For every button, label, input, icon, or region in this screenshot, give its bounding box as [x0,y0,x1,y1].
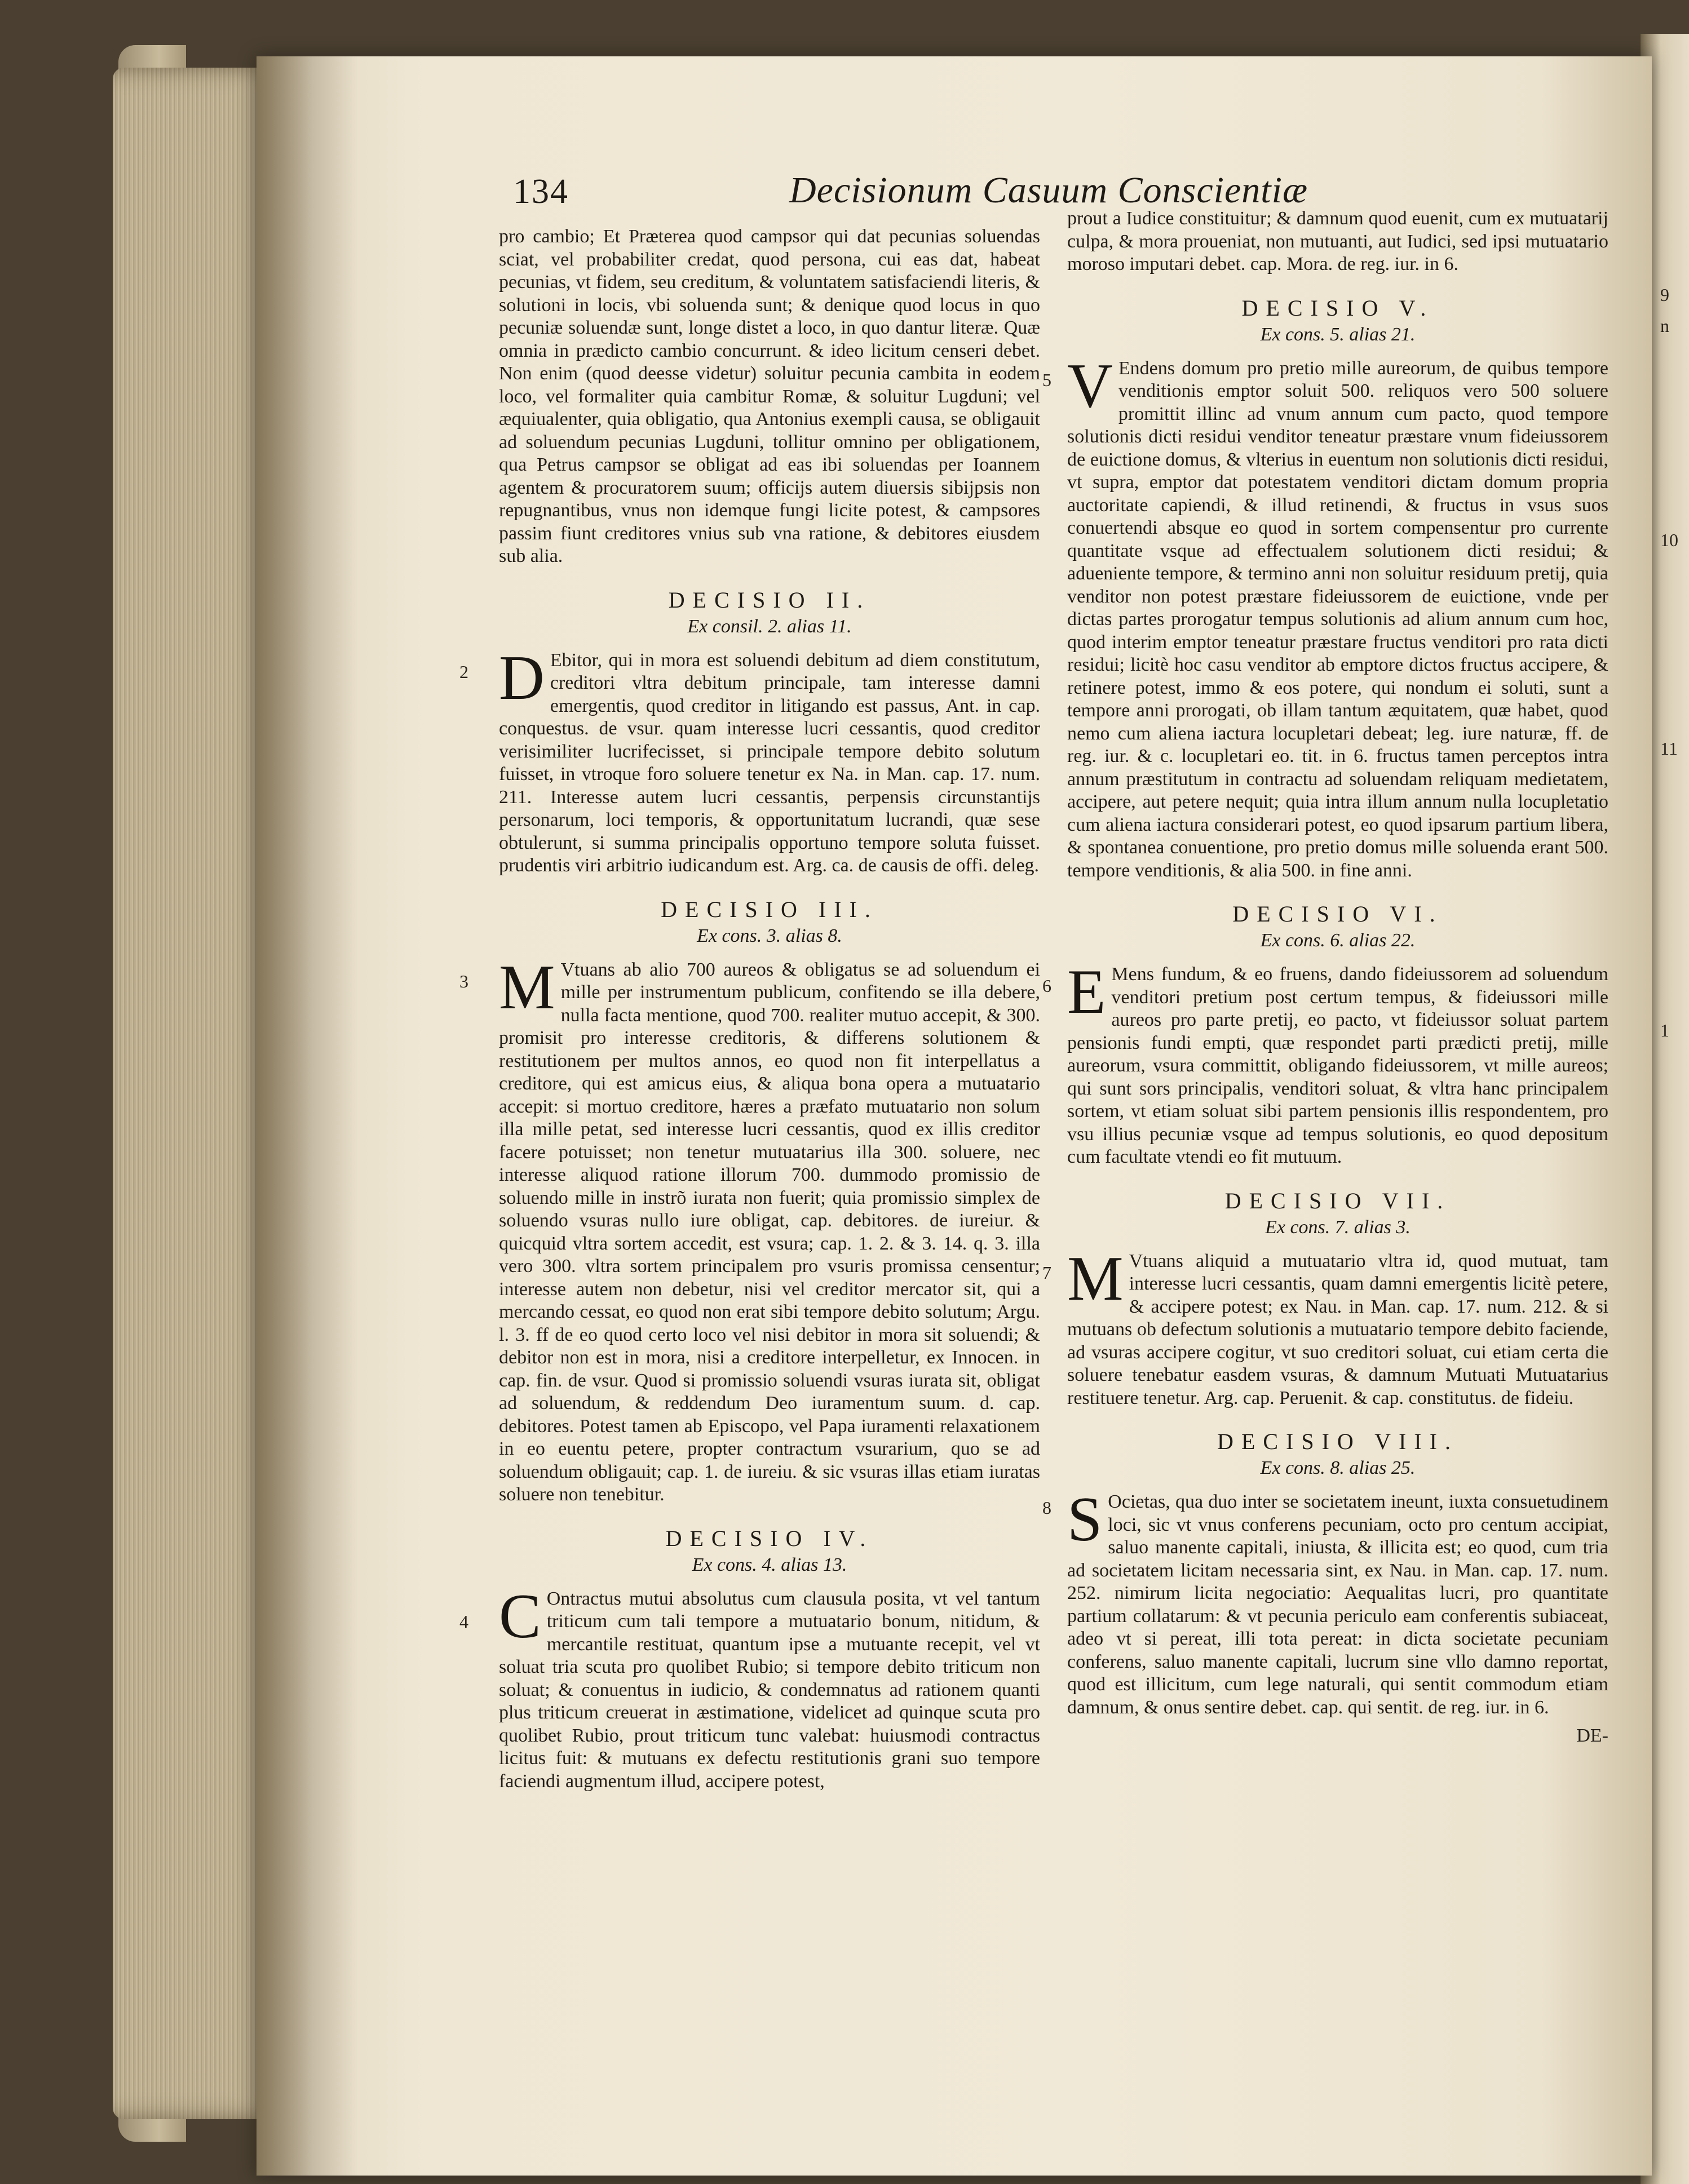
decision-8 [1042,1429,1608,1719]
decision-6 [1042,901,1608,1169]
left-opening-text: pro cambio; Et Præterea quod campsor qui dat pecunias soluendas sciat, vel probabiliter credat, quod persona, cui eas dat, habeat pecunias, vt fidem, seu creditum, & voluntatem satisfaciendi literis, & solutioni in locis, vbi soluenda sunt; & denique quod locus in quo pecuniæ soluendæ sunt, longe distet a loco, in quo dantur literæ. Quæ omnia in prædicto cambio concurrunt. & ideo licitum censeri debet. Non enim (quod deesse videtur) soluitur pecunia cambita in eodem loco, vel formaliter quia cambitur Romæ, & soluitur Lugduni; vel æquiualenter, quia obligatio, qua Antonius exempli causa, se obligauit ad soluendum pecunias Lugduni, tollitur omnino per obligationem, qua Petrus campsor se obligat ad eas ibi soluendas per Ioannem agentem & procuratorem suum; officijs autem diuersis sibijpsis non repugnantibus, vnus non idemque fungi licite potest, & campsores passim fiunt creditores vnius sub vna ratione, & debitores eiusdem sub alia. [499,226,1040,566]
gutter-shadow [257,56,358,2176]
catchword: DE- [1576,1725,1608,1746]
decision-4 [459,1525,1040,1793]
margin-number: 3 [459,971,468,991]
decision-title: DECISIO IV. [665,1525,874,1551]
margin-number: 5 [1042,369,1051,390]
decision-title: DECISIO VII. [1224,1188,1451,1213]
decision-text: Ontractus mutui absolutus cum clausula posita, vt vel tantum triticum cum tali tempore a mutuatario bonum, nitidum, & mercantile restituat, quantum ipse a mutuante recepit, vel vt soluat tria scuta pro quolibet Rubio; si tempore debito triticum non soluat; & conuentus in iudicio, & condemnatus ad rationem quanti plus triticum creuerat in æstimatione, videlicet ad quinque scuta pro quolibet Rubio, prout triticum tunc valebat: huiusmodi contractus licitus fuit: & mutuans ex defectu restitutionis grani suo tempore faciendi augmentum illud, accipere potest, [499,1588,1040,1792]
drop-cap-initial: M [1067,1243,1124,1314]
decision-source: Ex cons. 3. alias 8. [697,925,842,946]
margin-number: 8 [1042,1498,1051,1518]
drop-cap-initial: D [499,643,545,713]
decision-text: Ebitor, qui in mora est soluendi debitum ad diem constitutum, creditori vltra debitum principale, tam interesse damni emergentis, quod creditor in litigando est passus, Ant. in cap. conquestus. de vsur. quam interesse lucri cessantis, quod creditor verisimiliter lucrifecisset, si principale tempore debito solutum fuisset, in vtroque foro soluere tenetur ex Na. in Man. cap. 17. num. 211. Interesse autem lucri cessantis, perpensis circunstantijs personarum, loci temporis, & opportunitatum lucrandi, quæ sese obtulerunt, si summa principalis opportuno tempore soluta fuisset. prudentis viri arbitrio iudicandum est. Arg. ca. de causis de offi. deleg. [499,649,1040,876]
decision-5 [1042,295,1608,883]
margin-number: 2 [459,661,468,682]
decision-text: Vtuans aliquid a mutuatario vltra id, quod mutuat, tam interesse lucri cessantis, quam damni emergentis licitè petere, & accipere potest; ex Nau. in Man. cap. 17. num. 212. & si mutuans ob defectum solutionis a mutuatario tempore debito faciende, ad vsuras accipere cogitur, vt suo creditori soluat, cui etiam certa die soluere tenebatur easdem vsuras, & damnum Mutuati Mutuatarius restituere tenetur. Arg. cap. Peruenit. & cap. constitutus. de fideiu. [1067,1250,1608,1408]
decision-title: DECISIO VI. [1232,901,1443,927]
decision-title: DECISIO VIII. [1217,1429,1458,1454]
margin-number: 6 [1042,976,1051,996]
left-column [459,225,1040,1798]
page-number: 134 [513,172,569,211]
decision-title: DECISIO V. [1241,295,1434,321]
page-block-edge [113,68,276,2119]
margin-number: 4 [459,1611,468,1632]
right-column [1042,207,1608,1748]
right-opening-text: prout a Iudice constituitur; & damnum quod euenit, cum ex mutuatarij culpa, & mora proueniat, non mutuanti, aut Iudici, sed ipsi mutuatario moroso imputari debet. cap. Mora. de reg. iur. in 6. [1067,208,1608,274]
margin-number: 7 [1042,1262,1051,1283]
facing-margin-mark: 1 [1660,1020,1669,1040]
decision-text: Mens fundum, & eo fruens, dando fideiussorem ad soluendum venditori pretium post certum tempus, & fideiussori mille aureos pro parte pretij, eo pacto, vt fideiussor soluat partem pensionis fundi empti, quæ respondet parti prædicti pretij, mille aureorum, vsura committit, obligando fideiussorem, vt mille aureos; qui sunt sors principalis, venditori soluat, & vltra hanc principalem sortem, vt etiam soluat sibi partem pensionis illis respondentem, pro vsu illius pecuniæ vsque ad tempus solutionis, eo quod depositum cum facultate vtendi eo fit mutuum. [1067,964,1608,1167]
decision-7 [1042,1188,1608,1410]
decision-text: Ocietas, qua duo inter se societatem ineunt, iuxta consuetudinem loci, sic vt vnus conferens pecuniam, octo pro centum accipiat, saluo manente capitali, iniusta, & illicita est; eo quod, cum tria ad societatem licitam necessaria sint, ex Nau. in Man. cap. 17. num. 252. nimirum licita negociatio: Aequalitas lucri, pro quantitate partium collatarum: & vt pecunia periculo eam conferentis subiaceat, adeo vt si pereat, illi tota pereat: in dicta societate pecuniam conferens, saluo manente capitali, lucrum sine vllo damno reportat, quod est illicitum, cum lege naturali, qui sentit commodum etiam damnum, & onus sentire debet. cap. qui sentit. de reg. iur. in 6. [1067,1491,1608,1718]
decision-title: DECISIO II. [668,587,871,613]
decision-source: Ex cons. 4. alias 13. [692,1554,847,1575]
decision-source: Ex cons. 5. alias 21. [1260,324,1416,345]
facing-margin-mark: 11 [1660,738,1678,759]
drop-cap-initial: V [1067,351,1113,421]
decision-source: Ex cons. 7. alias 3. [1265,1216,1411,1238]
running-title: Decisionum Casuum Conscientiæ [789,170,1308,211]
decision-3 [459,896,1040,1507]
drop-cap-initial: M [499,952,555,1022]
facing-margin-mark: 9 [1660,285,1669,305]
drop-cap-initial: E [1067,957,1106,1027]
decision-text: Endens domum pro pretio mille aureorum, de quibus tempore venditionis emptor soluit 500. reliquos vero 500 soluere promittit illinc ad vnum annum cum pacto, quod tempore solutionis dicti residui venditor teneatur præstare vnum fideiussorem de euictione domus, & vlterius in euentum non solutionis dicti residui, vt supra, emptor dat potestatem venditori dictam domum propria auctoritate capiendi, & illud retinendi, & fructus in vsus suos conuertendi absque eo quod in sortem compensentur pro currente quantitate vsque ad effectualem solutionem dicti residui; & adueniente tempore, & termino anni non soluitur residuum pretij, quia venditor non potest præstare fideiussorem de euictione, vnde per dictas partes prorogatur tempus solutionis ad alium annum cum hoc, quod interim emptor teneatur præstare fructus venditori pro rata dicti residui; licitè hoc casu venditor ab emptore dictos fructus accipere, & retinere potest, immo & eos potere, qui nondum ei soluti, sunt a tempore anni prorogati, ob illam tantum æquitatem, quæ habet, quod nemo cum aliena iactura locupletari debeat; leg. iure naturæ, ff. de reg. iur. & c. locupletari eo. tit. in 6. fructus tamen perceptos intra annum præstitutum in contractu ad soluendam reliquam medietatem, accipere, aut petere nequit; quia intra illum annum nulla locupletatio cum aliena iactura considerari potest, eo quod ipsarum partium libera, & spontanea conuentione, pro pretio domus mille soluenda erant 500. tempore venditionis, & alia 500. in fine anni. [1067,357,1608,881]
decision-text: Vtuans ab alio 700 aureos & obligatus se ad soluendum ei mille per instrumentum publicum, confitendo se illa debere, nulla facta mentione, quod 700. realiter mutuo accepit, & 300. promisit pro interesse creditoris, & differens solutionem & restitutionem per multos annos, eo quod non fit interpellatus a creditore, qui est amicus eius, & aliqua bona opera a mutuatario accepit: si mortuo creditore, hæres a præfato mutuatario non solum illa mille petat, sed interesse lucri cessantis, quod ex illis creditor facere potuisset; non tenetur mutuatarius illa 300. soluere, nec interesse aliquod ratione illorum 700. dummodo promissio de soluendo mille in instrõ iurata non fuerit; quia promissio simplex de soluendo vsuras nullo iure obligat, cap. debitores. de iureiur. & quicquid vltra sortem accedit, est vsura; cap. 1. 2. & 3. 14. q. 3. illa vero 300. vltra sortem principalem pro vsuris promissa censentur; interesse autem non debetur, nisi vel creditor mercator sit, qui a mercando cessat, eo quod non erat sibi tempore debito solutum; Argu. l. 3. ff de eo quod certo loco vel nisi debitor in mora sit soluendi; & debitor non est in mora, nisi a creditore interpelletur, ex Innocen. in cap. fin. de vsur. Quod si promissio soluendi vsuras iurata sit, obligat ad soluendum, & reddendum Deo iuramentum suum. d. cap. debitores. Potest tamen ab Episcopo, vel Papa iuramenti relaxationem in eo euentu petere, propter contractum vsurarium, quo se ad soluendum obligauit; cap. 1. de iureiu. & sic vsuras illas etiam iuratas soluere non tenebitur. [499,959,1040,1505]
drop-cap-initial: C [499,1581,541,1651]
facing-margin-mark: n [1660,316,1669,336]
decision-source: Ex cons. 6. alias 22. [1260,930,1416,951]
decision-title: DECISIO III. [661,896,878,922]
decision-source: Ex consil. 2. alias 11. [687,615,852,637]
decision-source: Ex cons. 8. alias 25. [1260,1458,1416,1478]
drop-cap-initial: S [1067,1485,1103,1554]
decision-2 [459,587,1040,878]
facing-margin-mark: 10 [1660,530,1678,550]
